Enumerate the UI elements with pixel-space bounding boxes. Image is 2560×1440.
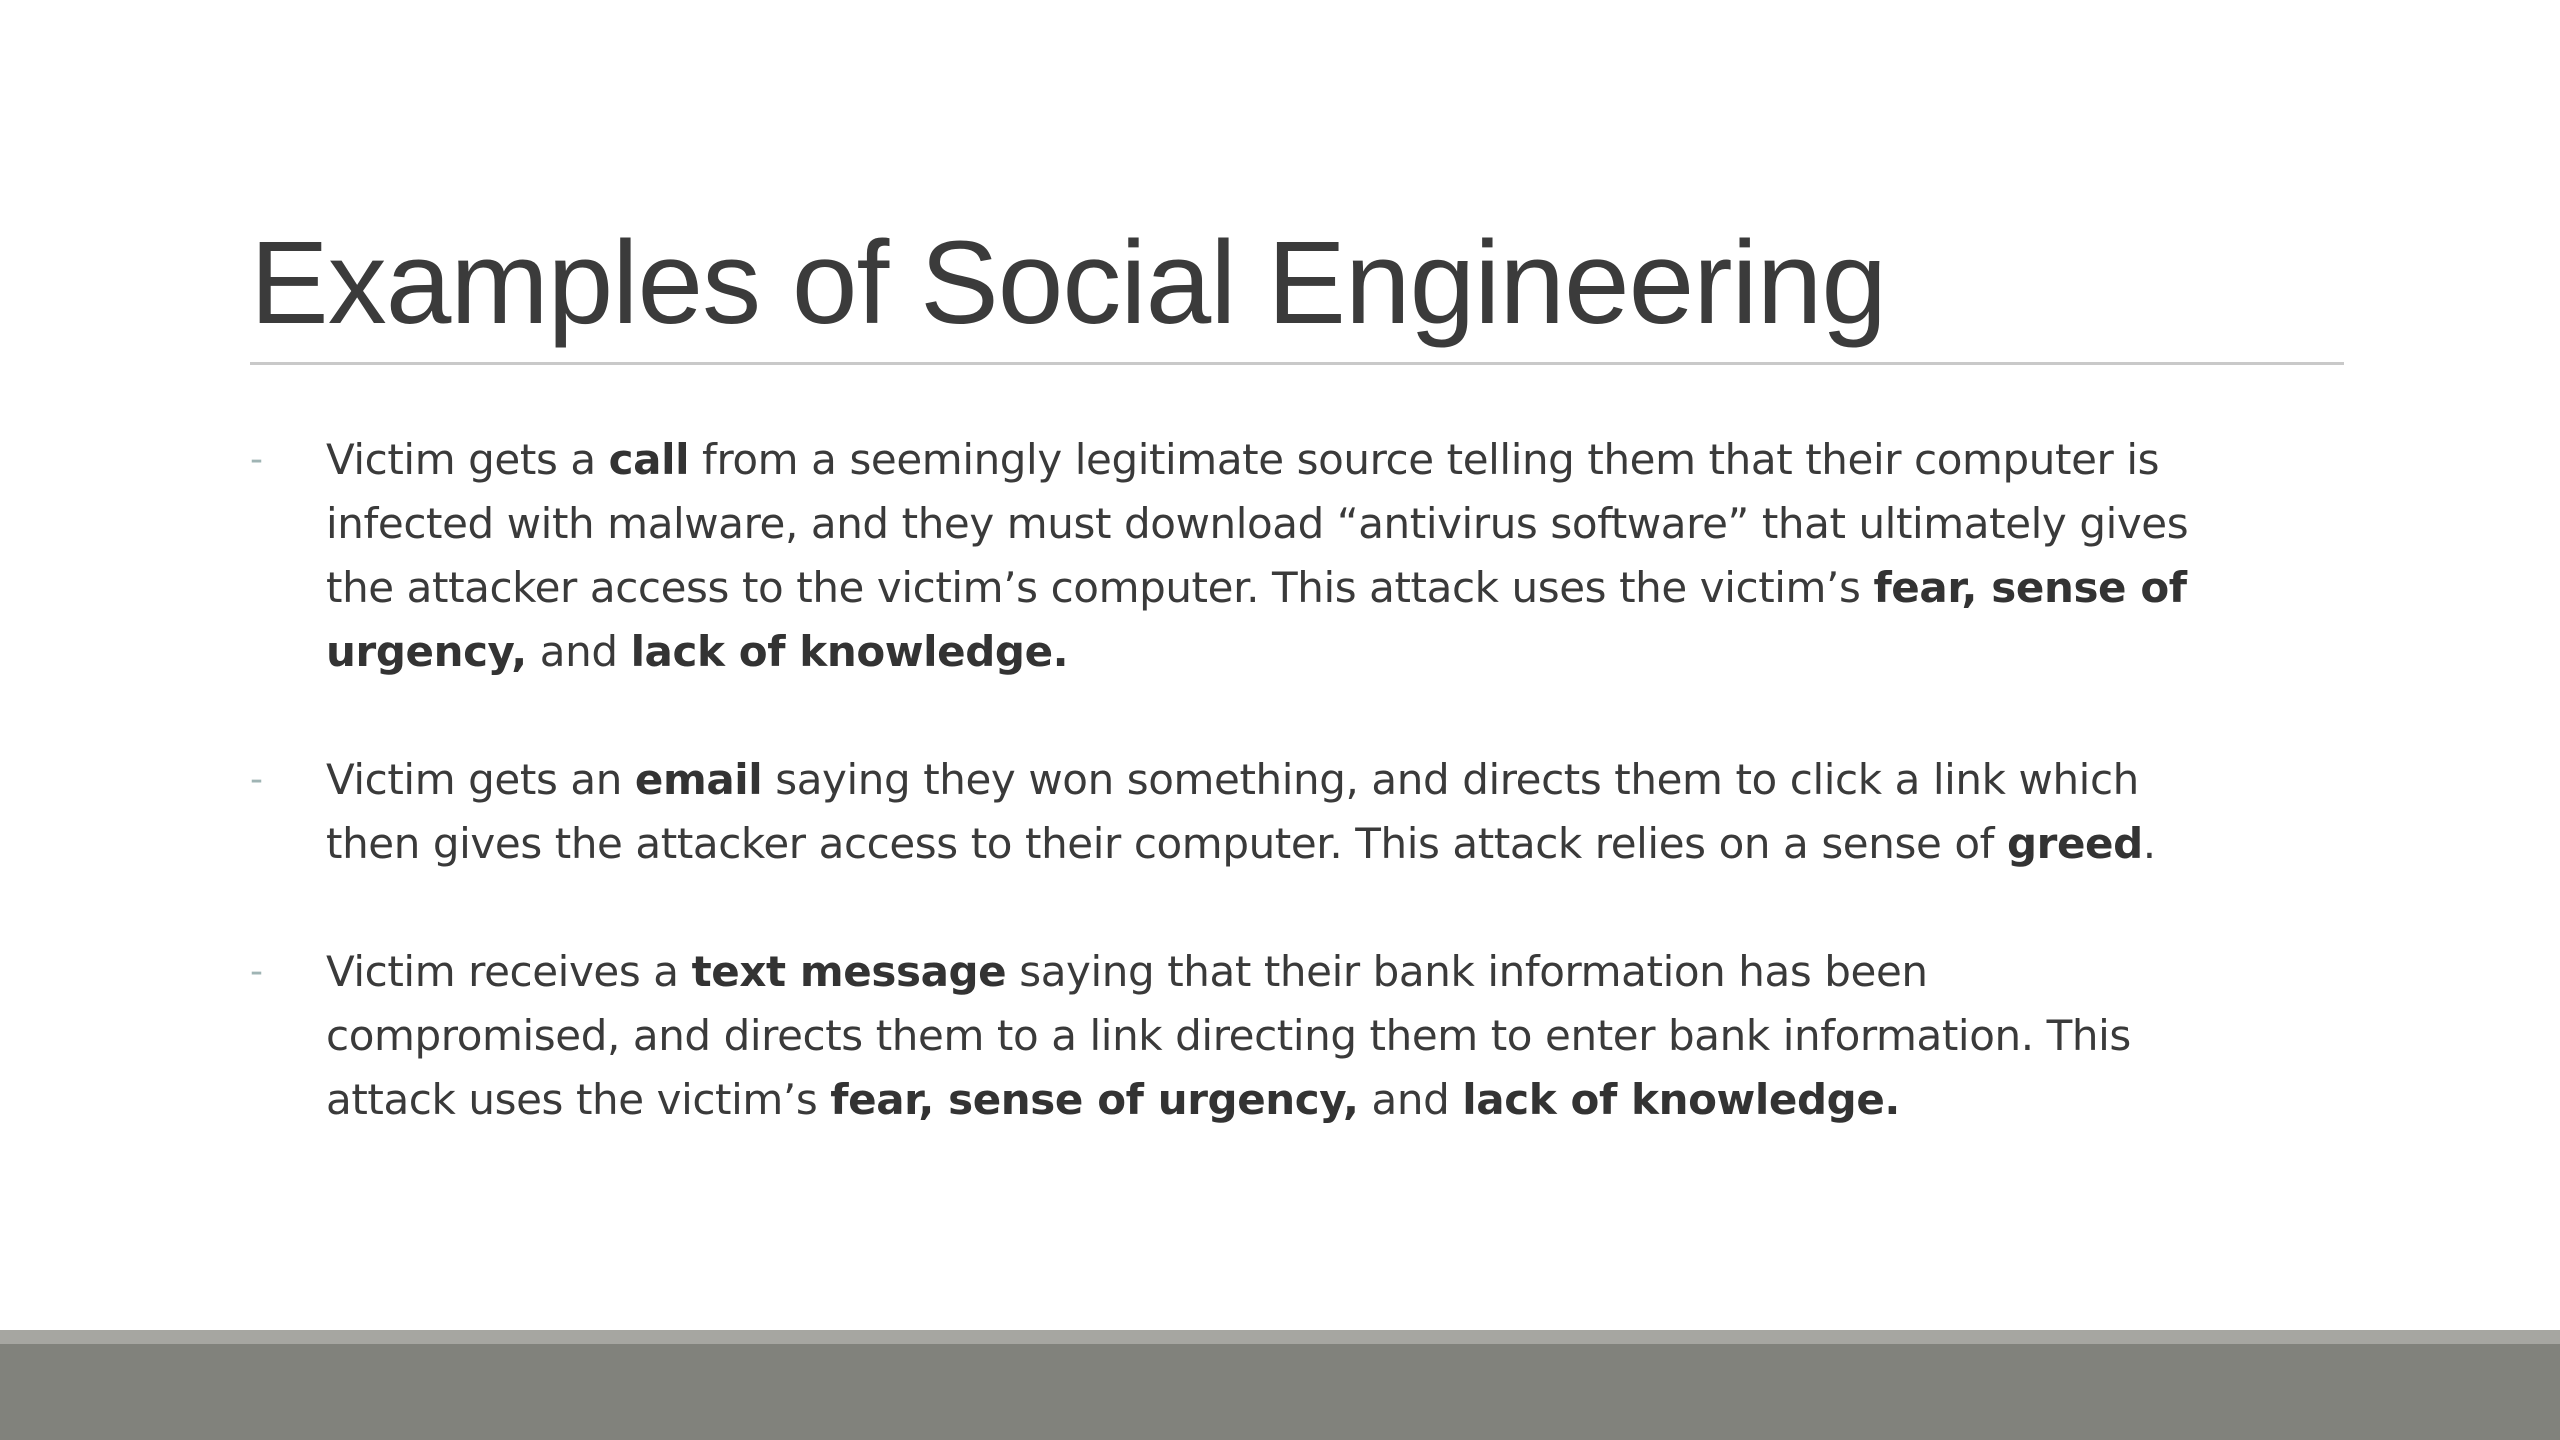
footer-stripe xyxy=(0,1330,2560,1344)
segment-text: Victim receives a xyxy=(326,947,692,996)
segment-text: saying they won something, and directs them to click a link which then gives the attacker access to their computer. This attack relies on a sense of xyxy=(326,755,2139,868)
bullet-marker: - xyxy=(250,951,263,992)
bullet-marker: - xyxy=(250,759,263,800)
bullet-list xyxy=(250,428,2210,1132)
bullet-item xyxy=(250,428,2210,684)
segment-emphasis: greed xyxy=(2006,819,2143,868)
segment-text: Victim gets an xyxy=(326,755,635,804)
segment-text: from a seemingly legitimate source telling them that their computer is infected with malware, and they must download “antivirus software” that ultimately gives the attacker access to the victim’s computer. This attack uses the victim’s xyxy=(326,435,2189,612)
segment-emphasis: email xyxy=(634,755,763,804)
bullet-marker: - xyxy=(250,439,263,480)
title-divider xyxy=(250,362,2344,365)
segment-text: Victim gets a xyxy=(326,435,609,484)
segment-emphasis: lack of knowledge. xyxy=(1462,1075,1900,1124)
segment-text: saying that their bank information has been compromised, and directs them to a link directing them to enter bank information. This attack uses the victim’s xyxy=(326,947,2131,1124)
bullet-item xyxy=(250,748,2210,876)
bullet-item xyxy=(250,940,2210,1132)
footer-bar xyxy=(0,1344,2560,1440)
segment-emphasis: fear, sense of urgency, xyxy=(326,563,2187,676)
segment-text: and xyxy=(1358,1075,1463,1124)
segment-emphasis: lack of knowledge. xyxy=(630,627,1069,676)
segment-emphasis: call xyxy=(608,435,690,484)
segment-emphasis: fear, sense of urgency, xyxy=(830,1075,1359,1124)
segment-emphasis: text message xyxy=(691,947,1007,996)
segment-text: and xyxy=(526,627,631,676)
slide-title: Examples of Social Engineering xyxy=(250,217,1887,349)
segment-text: . xyxy=(2142,819,2156,868)
